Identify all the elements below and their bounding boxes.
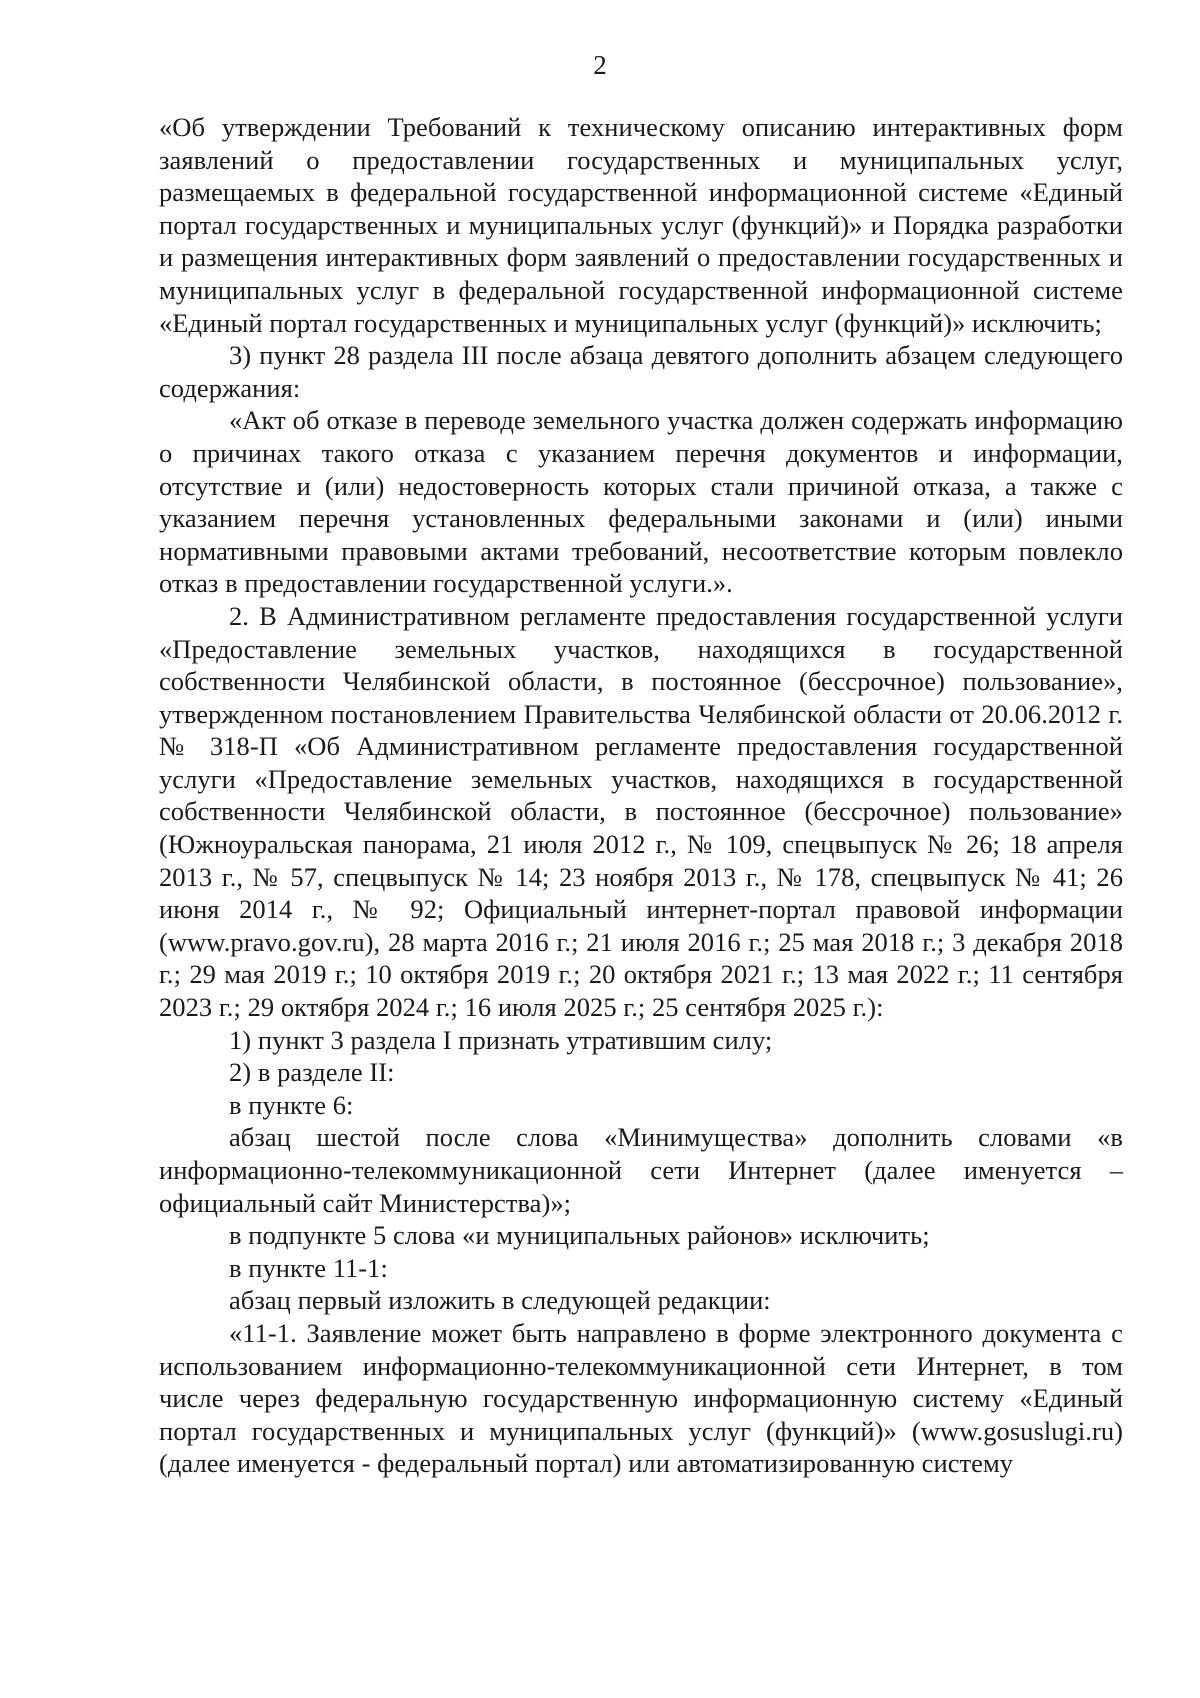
paragraph-point-6: в пункте 6: bbox=[229, 1089, 354, 1120]
paragraph-item-2: 2) в разделе II: bbox=[229, 1057, 395, 1088]
paragraph-point-11-1: в пункте 11-1: bbox=[229, 1252, 388, 1283]
document-body bbox=[159, 111, 1123, 1480]
paragraph-continuation: «Об утверждении Требований к техническому описанию интерактивных форм заявлений о предоставлении государственных и муниципальных услуг, размещаемых в федеральной государственной информационной системе «Единый портал государственных и муниципальных услуг (функций)» и Порядка разработки и размещения интерактивных форм заявлений о предоставлении государственных и муниципальных услуг в федеральной государственной информационной системе «Единый портал государственных и муниципальных услуг (функций)» исключить; bbox=[159, 112, 1123, 338]
paragraph-quote-11-1: «11-1. Заявление может быть направлено в форме электронного документа с использованием информационно-телекоммуникационной сети Интернет, в том числе через федеральную государственную информационную систему «Единый портал государственных и муниципальных услуг (функций)» (www.gosuslugi.ru) (далее именуется - федеральный портал) или автоматизированную систему bbox=[159, 1317, 1123, 1479]
paragraph-quote-act: «Акт об отказе в переводе земельного участка должен содержать информацию о причинах такого отказа с указанием перечня документов и информации, отсутствие и (или) недостоверность которых стали причиной отказа, а также с указанием перечня установленных федеральными законами и (или) иными нормативными правовыми актами требований, несоответствие которым повлекло отказ в предоставлении государственной услуги.». bbox=[159, 405, 1123, 599]
paragraph-section-2: 2. В Административном регламенте предоставления государственной услуги «Предоставление земельных участков, находящихся в государственной собственности Челябинской области, в постоянное (бессрочное) пользование», утвержденном постановлением Правительства Челябинской области от 20.06.2012 г. № 318-П «Об Административном регламенте предоставления государственной услуги «Предоставление земельных участков, находящихся в государственной собственности Челябинской области, в постоянное (бессрочное) пользование» (Южноуральская панорама, 21 июля 2012 г., № 109, спецвыпуск № 26; 18 апреля 2013 г., № 57, спецвыпуск № 14; 23 ноября 2013 г., № 178, спецвыпуск № 41; 26 июня 2014 г., № 92; Официальный интернет-портал правовой информации (www.pravo.gov.ru), 28 марта 2016 г.; 21 июля 2016 г.; 25 мая 2018 г.; 3 декабря 2018 г.; 29 мая 2019 г.; 10 октября 2019 г.; 20 октября 2021 г.; 13 мая 2022 г.; 11 сентября 2023 г.; 29 октября 2024 г.; 16 июля 2025 г.; 25 сентября 2025 г.): bbox=[159, 600, 1123, 1023]
paragraph-subpoint-5: в подпункте 5 слова «и муниципальных районов» исключить; bbox=[229, 1220, 930, 1251]
paragraph-item-1: 1) пункт 3 раздела I признать утратившим силу; bbox=[229, 1024, 773, 1055]
paragraph-abzac-1: абзац первый изложить в следующей редакции: bbox=[229, 1285, 771, 1316]
paragraph-abzac-6: абзац шестой после слова «Минимущества» дополнить словами «в информационно-телекоммуникационной сети Интернет (далее именуется – официальный сайт Министерства)»; bbox=[159, 1122, 1123, 1218]
paragraph-item-3: 3) пункт 28 раздела III после абзаца девятого дополнить абзацем следующего содержания: bbox=[159, 340, 1123, 403]
page-number: 2 bbox=[593, 50, 607, 80]
